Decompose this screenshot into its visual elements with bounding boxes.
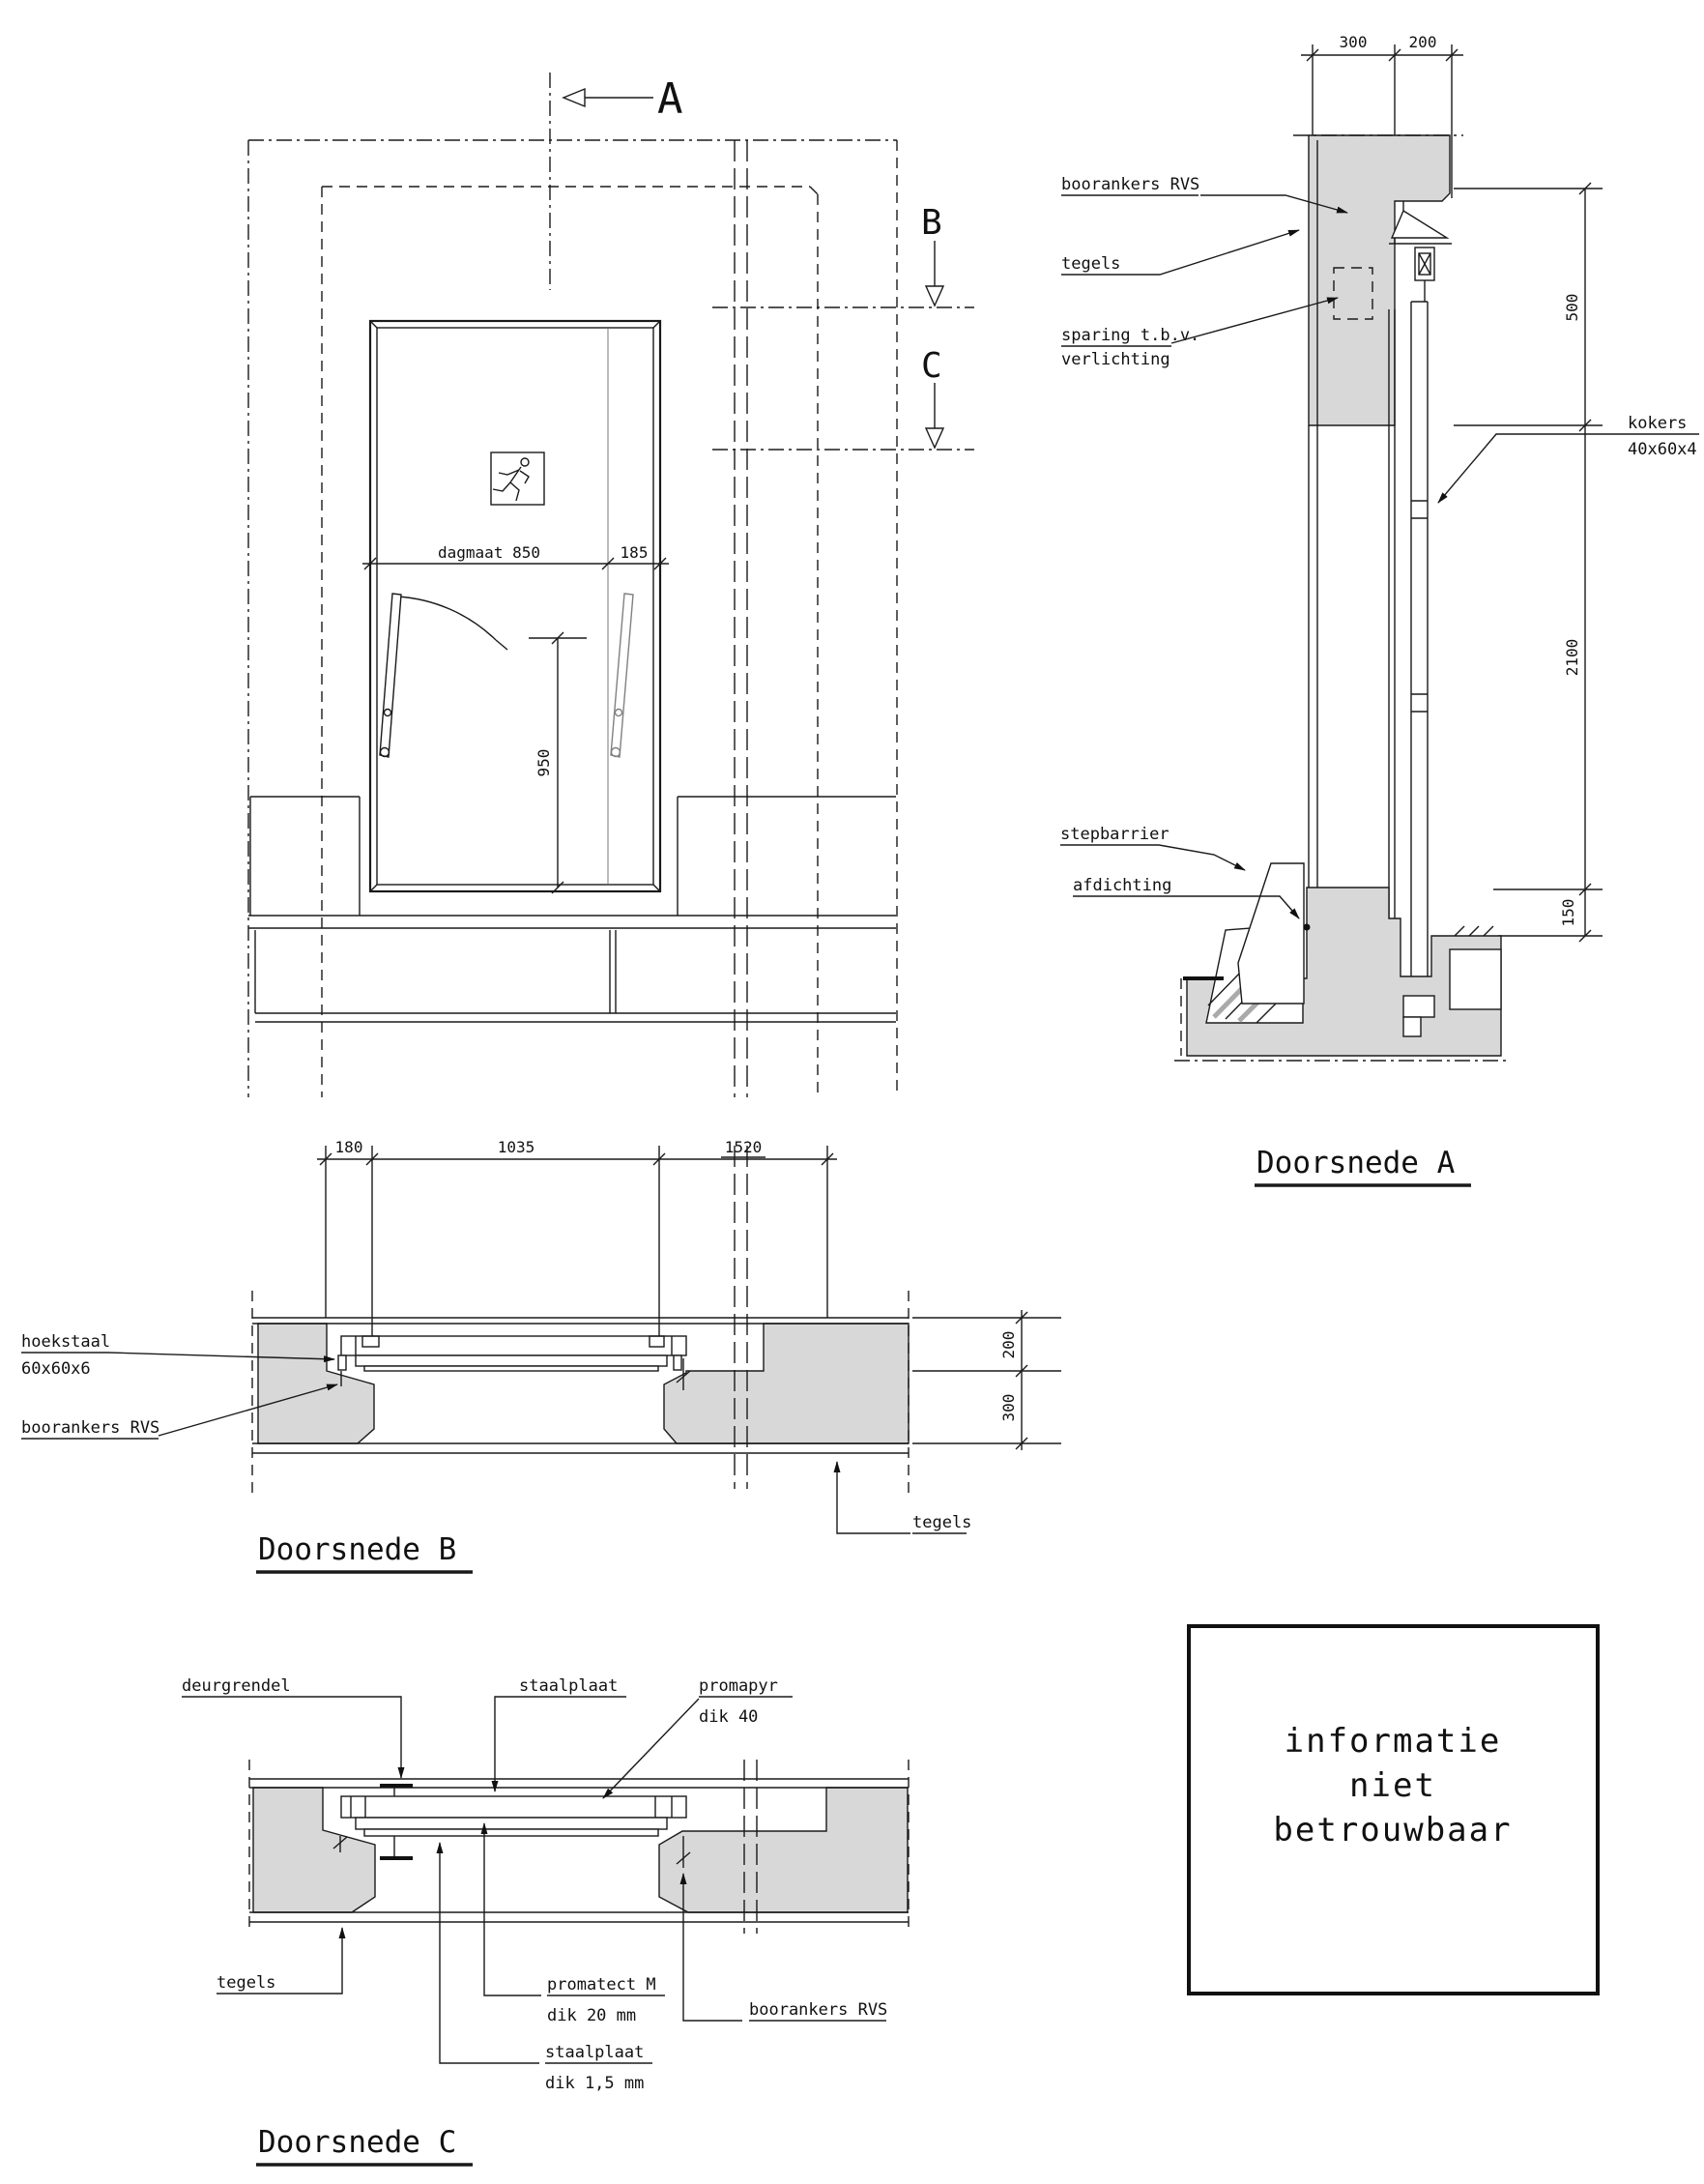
section-c-walls <box>249 1760 909 1934</box>
label-deurgrendel: deurgrendel <box>182 1676 291 1696</box>
stepbarrier-shape <box>1238 863 1304 1004</box>
section-b-right-dimensions <box>912 1310 1061 1450</box>
label-kokers-line2: 40x60x4 <box>1628 440 1697 459</box>
dim-150: 150 <box>1559 898 1577 927</box>
note-line-3: betrouwbaar <box>1273 1811 1513 1849</box>
note-line-2: niet <box>1349 1766 1436 1805</box>
dim-950: 950 <box>534 748 553 777</box>
label-hoekstaal-line1: hoekstaal <box>21 1332 111 1352</box>
label-hoekstaal-line2: 60x60x6 <box>21 1359 91 1379</box>
section-b-title <box>256 1532 473 1572</box>
dim-1520: 1520 <box>724 1138 763 1156</box>
section-a-wall-head <box>1293 135 1463 425</box>
dim-180: 180 <box>334 1138 363 1156</box>
floor-topping-hatch <box>1455 926 1493 936</box>
title-doorsnede-a: Doorsnede A <box>1256 1146 1456 1180</box>
section-cut-a-marker <box>550 73 683 290</box>
label-stepbarrier: stepbarrier <box>1060 825 1170 844</box>
section-cut-b-marker <box>712 203 974 307</box>
section-c-door-assembly <box>333 1786 690 1868</box>
label-tegels-c: tegels <box>217 1973 276 1993</box>
door-handle-right <box>611 594 633 757</box>
label-staalplaat-bot-line2: dik 1,5 mm <box>545 2074 645 2093</box>
dimension-dagmaat <box>362 543 669 569</box>
section-a-title <box>1255 1146 1471 1185</box>
label-promapyr-line1: promapyr <box>699 1676 778 1696</box>
dim-b-200: 200 <box>999 1330 1018 1359</box>
dim-300: 300 <box>1339 33 1368 51</box>
label-tegels-a: tegels <box>1061 254 1121 274</box>
section-a-right-dimensions <box>1454 183 1603 942</box>
label-sparing-line1: sparing t.b.v. <box>1061 326 1200 345</box>
label-kokers-line1: kokers <box>1628 414 1688 433</box>
note-box-border <box>1189 1626 1598 1994</box>
dim-2100: 2100 <box>1563 638 1581 677</box>
section-a-view <box>1060 33 1699 1185</box>
section-b-door-assembly <box>338 1336 690 1390</box>
label-afdichting: afdichting <box>1073 876 1172 895</box>
dim-1035: 1035 <box>497 1138 535 1156</box>
note-box <box>1189 1626 1598 1994</box>
label-staalplaat-bot-line1: staalplaat <box>545 2043 645 2062</box>
exit-running-man-icon <box>491 452 544 505</box>
section-cut-c-marker <box>712 346 974 450</box>
label-sparing-line2: verlichting <box>1061 350 1170 369</box>
title-doorsnede-c: Doorsnede C <box>258 2125 457 2160</box>
note-line-1: informatie <box>1284 1722 1502 1761</box>
section-b-dimensions <box>317 1138 837 1339</box>
label-promatect-line2: dik 20 mm <box>547 2006 637 2025</box>
section-a-letter: A <box>657 74 683 124</box>
dim-185: 185 <box>620 543 649 562</box>
label-boorankers-rvs-a: boorankers RVS <box>1061 175 1200 194</box>
label-staalplaat-top: staalplaat <box>519 1676 619 1696</box>
section-b-walls <box>252 1146 909 1494</box>
section-b-letter: B <box>921 203 942 243</box>
dim-b-300: 300 <box>999 1393 1018 1422</box>
dim-dagmaat-850: dagmaat 850 <box>438 543 540 562</box>
dim-200: 200 <box>1408 33 1437 51</box>
label-promapyr-line2: dik 40 <box>699 1707 759 1727</box>
door-elevation-view <box>248 73 974 1097</box>
title-doorsnede-b: Doorsnede B <box>258 1532 457 1567</box>
label-tegels-b: tegels <box>912 1513 972 1532</box>
door-swing-arc <box>396 597 507 650</box>
section-b-view <box>21 1138 1061 1572</box>
section-c-title <box>256 2125 473 2165</box>
dim-500: 500 <box>1563 293 1581 322</box>
label-boorankers-rvs-b: boorankers RVS <box>21 1418 160 1438</box>
section-c-letter: C <box>921 346 942 386</box>
label-boorankers-rvs-c: boorankers RVS <box>749 2000 888 2020</box>
door-handle-left <box>380 594 401 757</box>
section-c-view <box>182 1676 909 2165</box>
label-promatect-line1: promatect M <box>547 1975 656 1995</box>
dimension-950 <box>529 632 587 893</box>
door-frame <box>370 321 660 891</box>
wall-tiles <box>248 797 896 1022</box>
lintel-flashing-detail <box>1389 201 1452 302</box>
section-c-labels-top <box>182 1676 793 1798</box>
section-a-floor <box>1174 863 1510 1061</box>
